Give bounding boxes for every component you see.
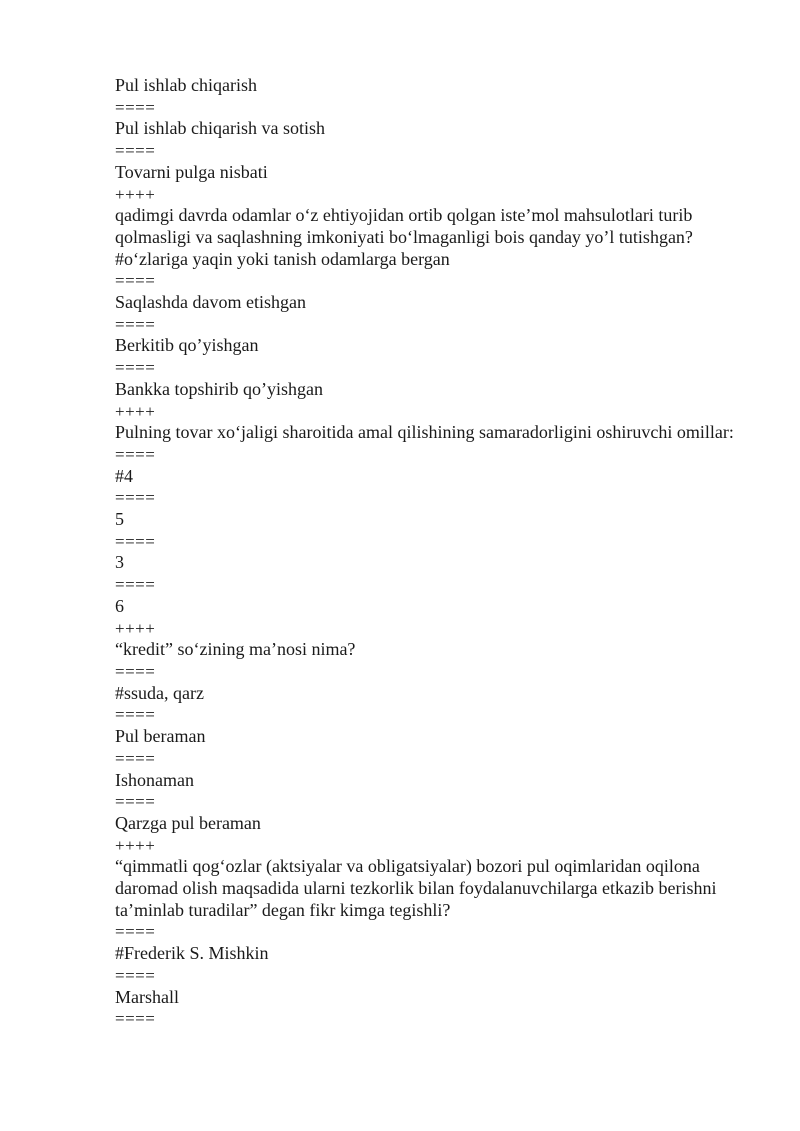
- answer-option: Ishonaman: [115, 769, 194, 790]
- separator-line: ====: [115, 922, 156, 942]
- answer-option: 6: [115, 595, 124, 616]
- question-separator: ++++: [115, 835, 156, 855]
- question-text: qadimgi davrda odamlar o‘z ehtiyojidan ortib qolgan iste’mol mahsulotlari turib qolmasligi va saqlashning imkoniyati bo‘lmaganligi bois qanday yo’l tutishgan?: [115, 205, 697, 247]
- answer-option: Marshall: [115, 986, 179, 1007]
- answer-option: 5: [115, 509, 124, 530]
- question-separator: ++++: [115, 618, 156, 638]
- question-separator: ++++: [115, 184, 156, 204]
- separator-line: ====: [115, 358, 156, 378]
- question-text: “kredit” so‘zining ma’nosi nima?: [115, 639, 356, 660]
- correct-answer: #4: [115, 465, 133, 486]
- text-line: Tovarni pulga nisbati: [115, 161, 268, 182]
- separator-line: ====: [115, 531, 156, 551]
- question-separator: ++++: [115, 401, 156, 421]
- answer-option: 3: [115, 552, 124, 573]
- answer-option: Berkitib qo’yishgan: [115, 335, 259, 356]
- separator-line: ====: [115, 97, 156, 117]
- question-text: “qimmatli qog‘ozlar (aktsiyalar va obligatsiyalar) bozori pul oqimlaridan oqilona daromad olish maqsadida ularni tezkorlik bilan foydalanuvchilarga etkazib berishni ta’minlab turadilar” degan fikr kimga tegishli?: [115, 856, 721, 920]
- separator-line: ====: [115, 141, 156, 161]
- answer-option: Saqlashda davom etishgan: [115, 292, 306, 313]
- correct-answer: #ssuda, qarz: [115, 682, 204, 703]
- answer-option: Pul beraman: [115, 726, 206, 747]
- separator-line: ====: [115, 575, 156, 595]
- document-page: [115, 75, 755, 1030]
- separator-line: ====: [115, 314, 156, 334]
- text-line: Pul ishlab chiqarish: [115, 75, 257, 95]
- separator-line: ====: [115, 705, 156, 725]
- answer-option: Qarzga pul beraman: [115, 812, 261, 833]
- correct-answer: #o‘zlariga yaqin yoki tanish odamlarga bergan: [115, 248, 450, 269]
- separator-line: ====: [115, 748, 156, 768]
- separator-line: ====: [115, 792, 156, 812]
- separator-line: ====: [115, 965, 156, 985]
- separator-line: ====: [115, 661, 156, 681]
- text-line: Pul ishlab chiqarish va sotish: [115, 118, 325, 139]
- separator-line: ====: [115, 1009, 156, 1029]
- separator-line: ====: [115, 444, 156, 464]
- question-text: Pulning tovar xo‘jaligi sharoitida amal qilishining samaradorligini oshiruvchi omillar:: [115, 422, 734, 443]
- separator-line: ====: [115, 488, 156, 508]
- separator-line: ====: [115, 271, 156, 291]
- correct-answer: #Frederik S. Mishkin: [115, 943, 269, 964]
- answer-option: Bankka topshirib qo’yishgan: [115, 378, 323, 399]
